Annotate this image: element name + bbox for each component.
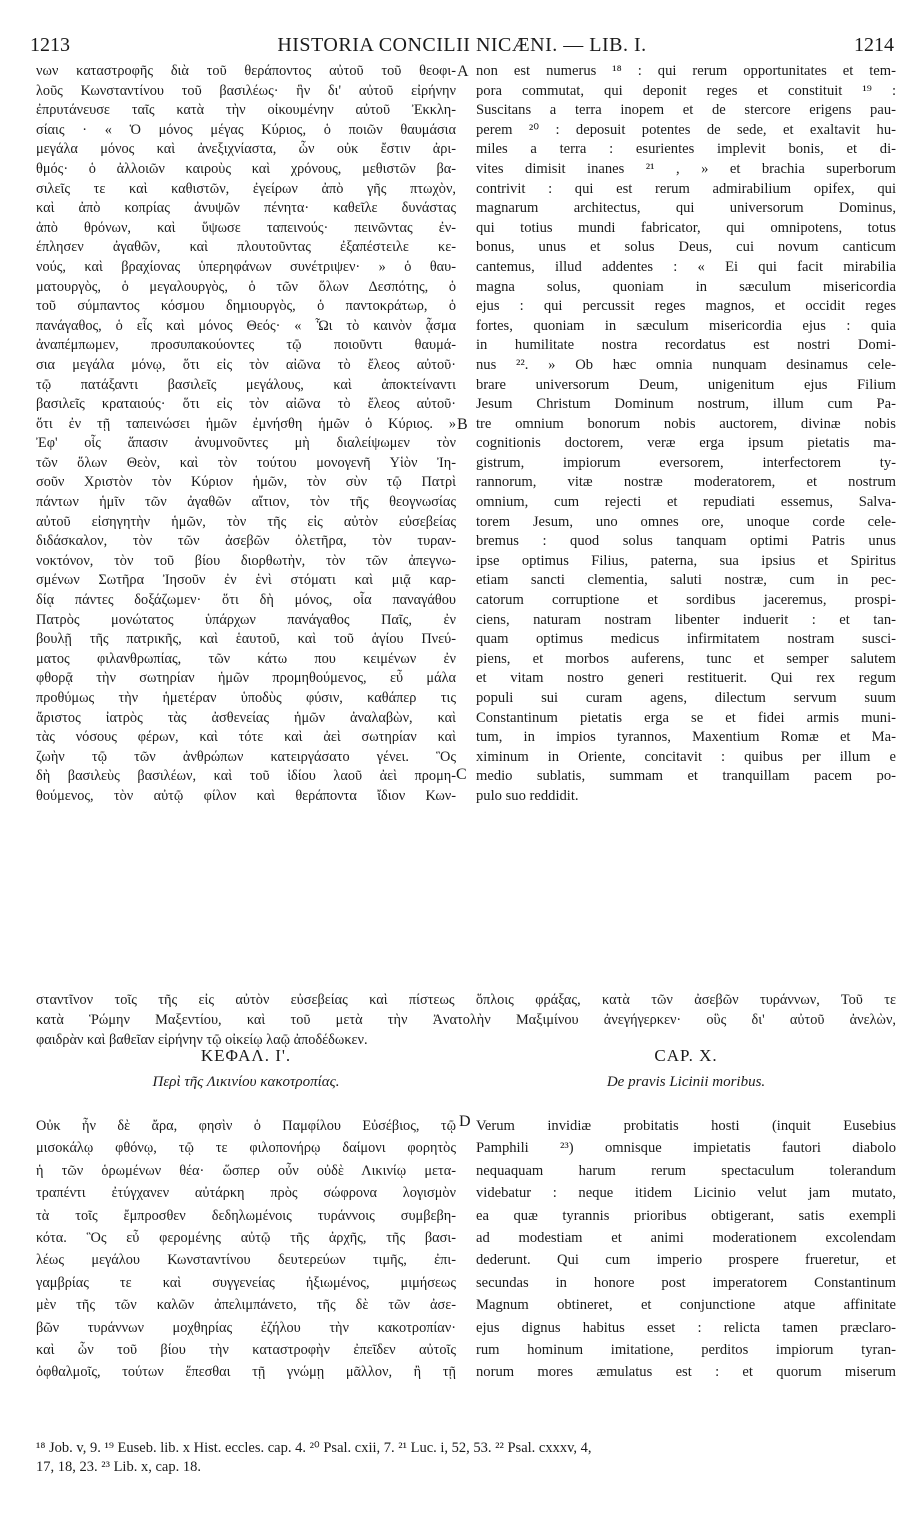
text-line: βῶν τυράννων μοχθηρίας ἐζήλου τὴν κακοτροπίαν· <box>36 1319 456 1336</box>
running-title: HISTORIA CONCILII NICÆNI. — LIB. I. <box>277 34 647 56</box>
margin-marker-a: A <box>457 63 469 80</box>
text-line: nus ²². » Ob hæc omnia nunquam desinamus cele- <box>476 356 896 373</box>
text-line: ἡ τῶν ὁρωμένων θέα· ὥσπερ οὖν οὐδὲ Λικινίῳ μετα- <box>36 1162 456 1179</box>
margin-marker-d: D <box>459 1113 471 1130</box>
text-line: τὰ τοῖς ἔμπροσθεν δεδηλωμένοις τυράννοις συμβεβη- <box>36 1207 456 1224</box>
text-line: ad modestiam et animi moderationem excolendam <box>476 1230 896 1247</box>
text-line: ἄριστος ἰατρὸς τὰς ἀσθενείας ἡμῶν ἀναλαβὼν, καὶ <box>36 709 456 726</box>
text-line: Οὐκ ἦν δὲ ἄρα, φησὶν ὁ Παμφίλου Εὐσέβιος, τῷ <box>36 1118 456 1134</box>
text-line: rannorum, vitæ nostræ moderatorem, et nostrum <box>476 474 896 491</box>
text-line: θούμενος, τὸν αὐτῷ φίλον καὶ θεράποντα ἴδιον Κων- <box>36 787 456 804</box>
text-line: pora commutat, qui deponit reges et constituit ¹⁹ : <box>476 82 896 99</box>
text-line: Magnum obtineret, et conjunctione atque affinitate <box>476 1297 896 1314</box>
right-column-number: 1214 <box>854 34 894 56</box>
text-line: magna solus, quoniam in sæculum misericordia <box>476 278 896 295</box>
text-line: σίαις · « Ὁ μόνος μέγας Κύριος, ὁ ποιῶν θαυμάσια <box>36 121 456 138</box>
text-line: contrivit : qui est rerum admirabilium opifex, qui <box>476 180 896 197</box>
text-line: αὐτοῦ εἰσηγητὴν ἡμῶν, τὸν τῆς εἰς αὐτὸν εὐσεβείας <box>36 513 456 530</box>
text-line: σμένων Σωτῆρα Ἰησοῦν ἐν ἑνὶ στόματι καὶ μιᾷ καρ- <box>36 572 456 589</box>
text-line: Constantinum pietatis erga se et fidei armis muni- <box>476 709 896 726</box>
text-line: Verum invidiæ probitatis hosti (inquit Eusebius <box>476 1118 896 1134</box>
text-line: τῶν ὅλων Θεὸν, καὶ τὸν τούτου μονογενῆ Υἱὸν Ἰη- <box>36 454 456 471</box>
text-line: tre omnium bonorum nobis auctorem, divinæ nobis <box>476 415 896 432</box>
text-line: ζωὴν τῷ τῶν ἀνθρώπων κατειργάσατο γένει. Ὃς <box>36 748 456 765</box>
text-line: videbatur : neque itidem Licinio velut jam mutato, <box>476 1185 896 1202</box>
text-line: tum, in impios tyrannos, Maxentium Romæ et Ma- <box>476 729 896 746</box>
text-line: τὰς νόσους φέρων, καὶ τότε καὶ ἀεὶ σωτηρίαν καὶ <box>36 729 456 746</box>
text-line: ἀπὸ θρόνων, καὶ ὕψωσε ταπεινούς· πεινῶντας ἐν- <box>36 219 456 236</box>
text-line: Πατρὸς μονώτατος ὑπάρχων πανάγαθος Παῖς, ἐν <box>36 611 456 628</box>
text-line: perem ²⁰ : deposuit potentes de sede, et exaltavit hu- <box>476 121 896 138</box>
text-line: ἐπρυτάνευσε ταῖς κατὰ τὴν οἰκουμένην αὐτοῦ Ἐκκλη- <box>36 102 456 119</box>
text-line: brare universorum Deum, unigenitum ejus Filium <box>476 376 896 393</box>
text-line: cantemus, illud addentes : « Ei qui facit mirabilia <box>476 258 896 275</box>
text-line: τραπέντι ἐτύγχανεν αὐτάρκη πρὸς σώφρονα λογισμὸν <box>36 1185 456 1202</box>
margin-marker-b: B <box>457 416 468 433</box>
text-line: Jesum Christum Dominum nostrum, illum cum Pa- <box>476 396 896 413</box>
text-line: ὀφθαλμοῖς, τούτων ἕπεσθαι τῇ γνώμῃ μᾶλλον, ἢ τῇ <box>36 1364 456 1381</box>
text-line: μεγάλα μόνος καὶ ἀνεξιχνίαστα, ὧν οὐκ ἔστιν ἀρι- <box>36 141 456 158</box>
text-line: μισοκάλῳ φθόνῳ, τῷ τε φιλοπονήρῳ δαίμονι φορητὸς <box>36 1140 456 1157</box>
greek-full-width-text <box>36 990 896 1050</box>
chapter-title-greek: Περὶ τῆς Λικινίου κακοτροπίας. <box>152 1074 340 1090</box>
text-line: λέως μεγάλου Κωνσταντίνου δευτερεύων τιμῆς, ἐπι- <box>36 1252 456 1269</box>
text-line: pulo suo reddidit. <box>476 787 579 804</box>
text-line: etiam sancti clementia, saluti nostræ, cum in pec- <box>476 572 896 589</box>
text-line: σταντῖνον τοῖς τῆς εἰς αὐτὸν εὐσεβείας καὶ πίστεως ὅπλοις φράξας, κατὰ τῶν ἀσεβῶν τυράννων, Τοῦ τε <box>36 992 896 1008</box>
text-line: τοῦ σύμπαντος κόσμου δημιουργὸς, ὁ παντοκράτωρ, ὁ <box>36 298 456 315</box>
left-column-number: 1213 <box>30 34 70 56</box>
text-line: rum hominum imitatione, perditos impiorum tyran- <box>476 1342 896 1359</box>
text-line: έπλησεν ἀγαθῶν, καὶ πλουτοῦντας ἐξαπέστειλε κε- <box>36 239 456 256</box>
text-line: ejus dignus habitus esset : relicta tamen præclaro- <box>476 1319 896 1336</box>
text-line: θμός· ὁ ἀλλοιῶν καιροὺς καὶ χρόνους, μεθιστῶν βα- <box>36 160 456 177</box>
text-line: δίᾳ πάντες δοξάζωμεν· ὅτι δὴ μόνος, οἷα παναγάθου <box>36 592 456 609</box>
text-line: ea quæ tyrannis prioribus obtigerant, satis exempli <box>476 1207 896 1224</box>
text-line: magnarum architectus, qui universorum Dominus, <box>476 200 896 217</box>
text-line: miles a terra : esurientes implevit bonis, et di- <box>476 141 896 158</box>
text-line: τῷ πατάξαντι βασιλεῖς μεγάλους, καὶ ἀποκτείναντι <box>36 376 456 393</box>
text-line: 17, 18, 23. ²³ Lib. x, cap. 18. <box>36 1459 201 1475</box>
chapter-number-greek: ΚΕΦΑΛ. Ι'. <box>200 1046 292 1065</box>
text-line: piens, et morbos auferens, tunc et semper salutem <box>476 650 896 667</box>
text-line: medio sublatis, summam et tranquillam pacem po- <box>476 768 896 785</box>
chapter-title-latin: De pravis Licinii moribus. <box>606 1074 766 1090</box>
text-line: ipse optimus Filius, paterna, sua ipsius et Spiritus <box>476 552 896 569</box>
text-line: σια μεγάλα μόνῳ, ὅτι εἰς τὸν αἰῶνα τὸ ἔλεος αὐτοῦ· <box>36 356 456 373</box>
text-line: non est numerus ¹⁸ : qui rerum opportunitates et tem- <box>476 63 896 79</box>
text-line: πανάγαθος, ὁ εἷς καὶ μόνος Θεός· « Ὧι τὸ καινὸν ᾆσμα <box>36 317 456 334</box>
chapter-heading-latin <box>476 1046 896 1091</box>
text-line: καὶ ὧν τοῦ βίου τὴν καταστροφὴν ἐπεῖδεν αὐτοῖς <box>36 1342 456 1359</box>
text-line: σιλεῖς τε καὶ καθιστῶν, ἐγείρων ἀπὸ γῆς πτωχὸν, <box>36 180 456 197</box>
text-line: νοκτόνον, τὸν τοῦ βίου διορθωτὴν, τὸν τῶν ἀπεγνω- <box>36 552 456 569</box>
text-line: ὅτι ἐν τῇ ταπεινώσει ἡμῶν ἐμνήσθη ἡμῶν ὁ Κύριος. » <box>36 415 456 432</box>
text-line: ἀναπέμπωμεν, προσυπακούοντες τῷ ποιοῦντι θαυμά- <box>36 337 456 354</box>
text-line: et vitam nostro generi restituerit. Qui rex regum <box>476 670 896 687</box>
text-line: torem Jesum, uno omnes ore, unoque corde cele- <box>476 513 896 530</box>
text-line: in humilitate nostra recordatus est nostri Domi- <box>476 337 896 354</box>
text-line: νούς, καὶ βραχίονας ὑπερηφάνων συνέτριψεν· » ὁ θαυ- <box>36 258 456 275</box>
text-line: norum mores æmulatus est : et quorum miserum <box>476 1364 896 1381</box>
text-line: gistrum, impiorum eversorem, interfectorem ty- <box>476 454 896 471</box>
text-line: nequaquam harum rerum spectaculum tolerandum <box>476 1162 896 1179</box>
text-line: Suscitans a terra inopem et de stercore erigens pau- <box>476 102 896 119</box>
text-line: populi sui curam agens, dilectum servum suum <box>476 690 896 706</box>
text-line: πάντων ἡμῖν τῶν ἀγαθῶν αἴτιον, τὸν τῆς θεογνωσίας <box>36 494 456 511</box>
text-line: καὶ ἀπὸ κοπρίας ἀνυψῶν πένητα· καθεῖλε δυνάστας <box>36 200 456 217</box>
greek-column-bottom <box>36 1115 456 1384</box>
text-line: βασιλεῖς κραταιούς· ὅτι εἰς τὸν αἰῶνα τὸ ἔλεος αὐτοῦ· <box>36 396 456 413</box>
text-line: ¹⁸ Job. v, 9. ¹⁹ Euseb. lib. x Hist. eccles. cap. 4. ²⁰ Psal. cxii, 7. ²¹ Luc. i, 52, 53. ²² Psal. cxxxv, 4, <box>36 1440 592 1456</box>
text-line: Pamphili ²³) omnisque impietatis fautori diabolo <box>476 1140 896 1157</box>
text-line: προθύμως τὴν ἡμετέραν ὑποδὺς φύσιν, καθάπερ τις <box>36 690 456 706</box>
text-line: βουλῇ τῆς πατρικῆς, καὶ ἑαυτοῦ, καὶ τοῦ ἁγίου Πνεύ- <box>36 631 456 648</box>
text-line: secundas in honore post imperatorem Constantinum <box>476 1274 896 1291</box>
text-line: qui totius mundi fabricator, qui omnipotens, totus <box>476 219 896 236</box>
text-line: φθορᾷ τὴν σωτηρίαν ἡμῶν προμηθούμενος, εὖ μάλα <box>36 670 456 687</box>
latin-column-bottom <box>476 1115 896 1384</box>
chapter-number-latin: CAP. X. <box>654 1046 718 1065</box>
text-line: δὴ βασιλεὺς βασιλέων, καὶ τοῦ ἰδίου λαοῦ ἀεὶ προμη- <box>36 768 456 785</box>
page-header <box>30 34 894 60</box>
text-line: ματουργὸς, ὁ μεγαλουργὸς, ὁ τῶν ὅλων Δεσπότης, ὁ <box>36 278 456 295</box>
text-line: ciens, naturam nostram libenter induerit : et tan- <box>476 611 896 628</box>
footnotes <box>36 1439 906 1477</box>
text-line: κότα. Ὃς εὖ φερομένης αὐτῷ τῆς ἀρχῆς, τῆς βασι- <box>36 1230 456 1247</box>
text-line: Ἐφ' οἷς ἅπασιν ἀνυμνοῦντες μὴ διαλείψωμεν τὸν <box>36 435 456 452</box>
text-line: λοῦς Κωνσταντίνου τοῦ βασιλέως· ἣν δι' αὐτοῦ εἰρήνην <box>36 82 456 99</box>
text-line: φαιδρὰν καὶ βαθεῖαν εἰρήνην τῷ οἰκείῳ λαῷ ἀποδέδωκεν. <box>36 1032 368 1048</box>
text-line: bremus : quod solus tanquam optimi Patris unus <box>476 533 896 550</box>
text-line: bonus, unus et solus Deus, cui novum canticum <box>476 239 896 256</box>
text-line: quam optimus medicus infirmitatem nostram susci- <box>476 631 896 648</box>
text-line: γαμβρίας τε καὶ συγγενείας ἠξιωμένος, μιμήσεως <box>36 1274 456 1291</box>
chapter-heading-greek <box>36 1046 456 1091</box>
text-line: cognitionis doctorem, veræ erga ipsum pietatis ma- <box>476 435 896 452</box>
text-line: κατὰ Ῥώμην Μαξεντίου, καὶ τοῦ μετὰ τὴν Ἀνατολὴν Μαξιμίνου ἀνεγήγερκεν· οὓς δι' αὐτοῦ ἀνελὼν, <box>36 1012 896 1028</box>
text-line: catorum corruptione et sordibus jaceremus, prospi- <box>476 592 896 609</box>
text-line: ximinum in Oriente, concitavit : quibus per illum e <box>476 748 896 765</box>
text-line: ejus : qui percussit reges magnos, et occidit reges <box>476 298 896 315</box>
text-line: omnium, cum rejecti et repudiati essemus, Salva- <box>476 494 896 511</box>
greek-column-top <box>36 62 456 807</box>
text-line: dederunt. Qui cum imperio prospere frueretur, et <box>476 1252 896 1269</box>
text-line: διδάσκαλον, τὸν τῶν ἀσεβῶν ὀλετῆρα, τὸν τυραν- <box>36 533 456 550</box>
text-line: vites dimisit inanes ²¹ , » et brachia superborum <box>476 160 896 177</box>
latin-column-top <box>476 62 896 807</box>
text-line: fortes, quoniam in sæculum misericordia ejus : quia <box>476 317 896 334</box>
text-line: μὲν τῆς τῶν καλῶν ἀπελιμπάνετο, τῆς δὲ τῶν ἀσε- <box>36 1297 456 1314</box>
margin-marker-c: C <box>456 766 467 783</box>
text-line: σοῦν Χριστὸν τὸν Κύριον ἡμῶν, τὸν σὺν τῷ Πατρὶ <box>36 474 456 491</box>
text-line: νων καταστροφῆς διὰ τοῦ θεράποντος αὐτοῦ τοῦ θεοφι- <box>36 63 456 79</box>
text-line: ματος φιλανθρωπίας, τῶν κάτω που κειμένων ἐν <box>36 650 456 667</box>
